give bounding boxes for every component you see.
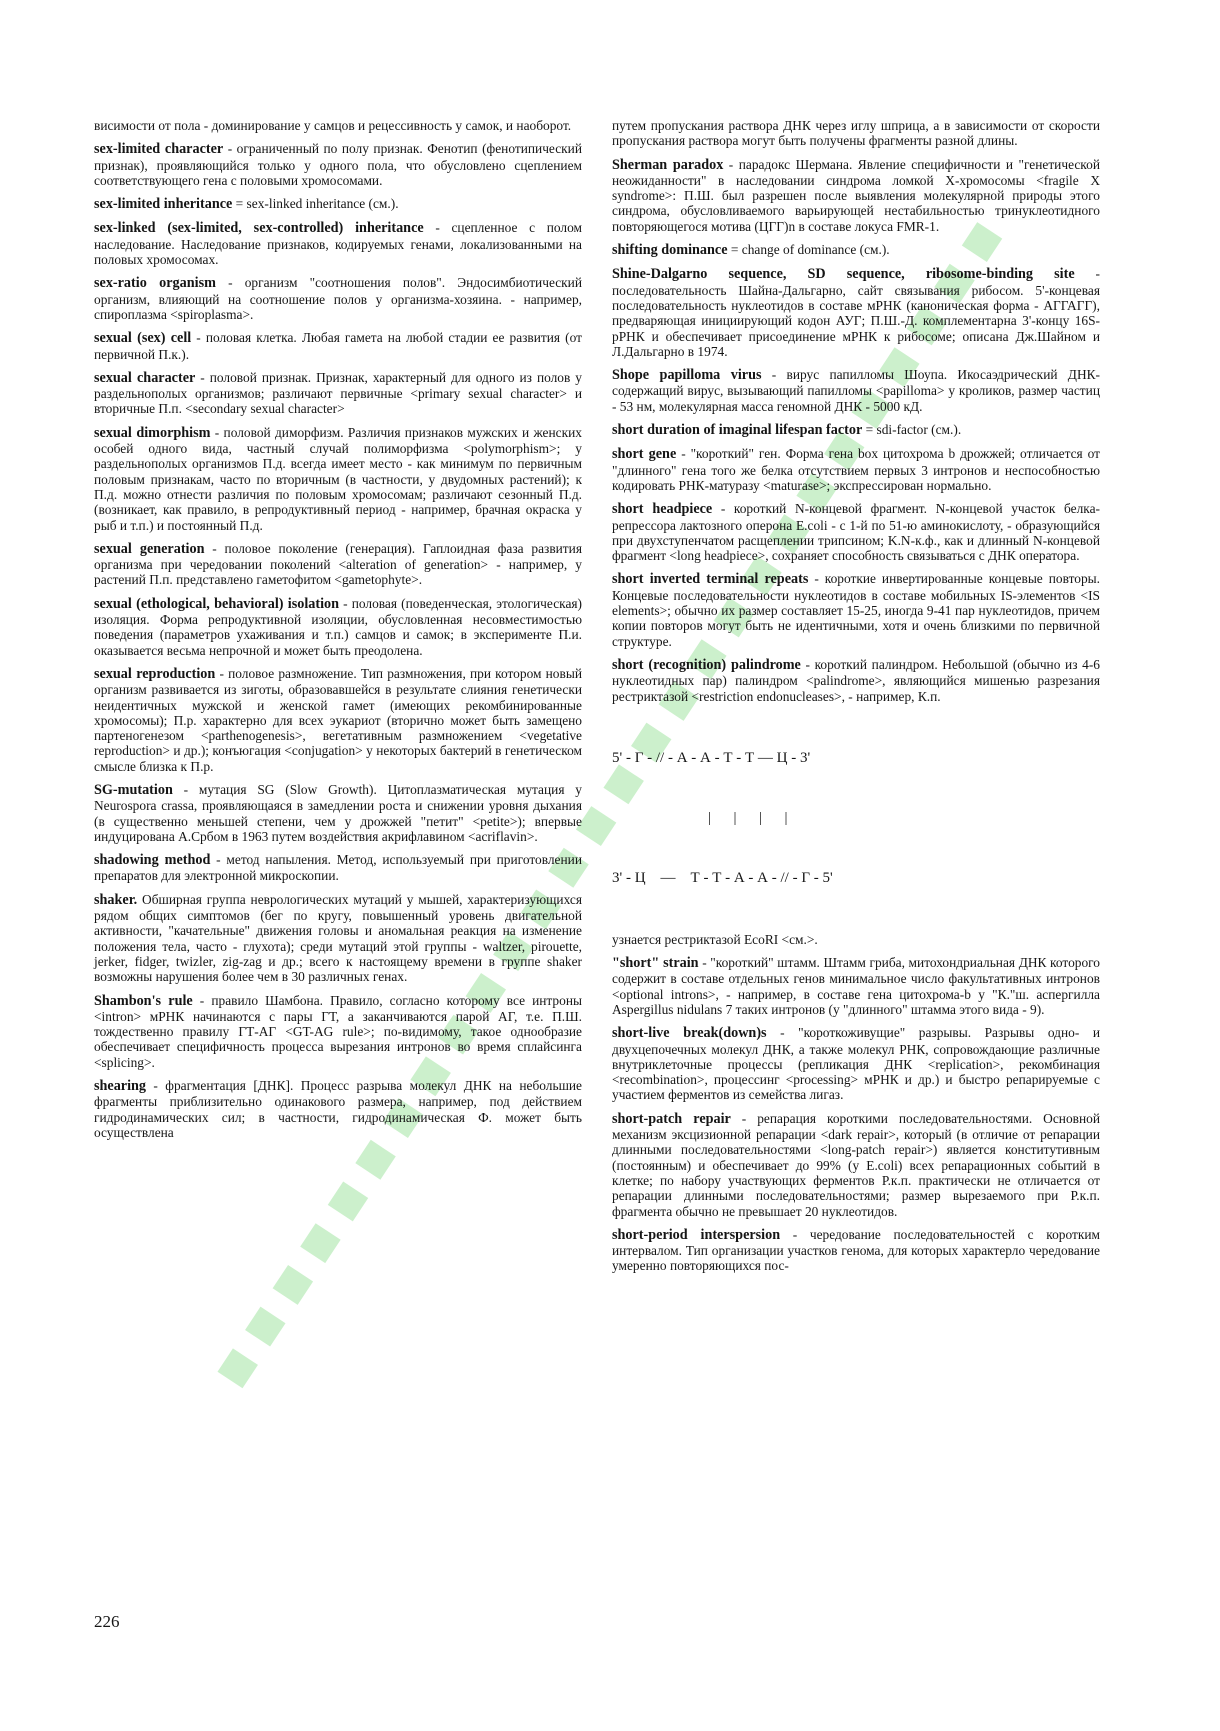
entry-definition: - "короткий" ген. Форма гена box цитохрома b дрожжей; отличается от "длинного" гена того же белка отсутствием первых 3 интронов и неспособностью кодировать РНК-матуразу <maturase>; экспрессирован нормально. (612, 446, 1100, 493)
entry-definition: - организм "соотношения полов". Эндосимбиотический организм, влияющий на соотношение полов у организма-хозяина. - например, спироплазма <spiroplasma>. (94, 275, 582, 322)
entry-short-strain (612, 955, 1100, 1017)
entry-definition: = change of dominance (см.). (727, 242, 890, 258)
right-column (612, 118, 1100, 1282)
entry-term: short inverted terminal repeats (612, 571, 809, 588)
entry-shope-papilloma-virus (612, 367, 1100, 414)
entry-sexual-character (94, 370, 582, 417)
entry-term: short-live break(down)s (612, 1025, 767, 1042)
entry-sexual-reproduction (94, 666, 582, 774)
entry-definition: - правило Шамбона. Правило, согласно которому все интроны <intron> мРНК начинаются с пары ГТ, а заканчиваются парой АГ, т.е. П.Ш. тождественно правилу ГТ-АГ <GT-AG rule>; по-видимому, такое однообразие обеспечивает специфичность процесса вырезания интронов во время сплайсинга <splicing>. (94, 992, 582, 1070)
entry-term: short-patch repair (612, 1110, 731, 1127)
entry-definition: - короткие инвертированные концевые повторы. Концевые последовательности нуклеотидов в составе мобильных IS-элементов <IS elements>; обычно их размер составляет 15-25, иногда 9-41 пар нуклеотидов, причем копии повторов могут быть не идентичными, хотя и очень близкими по первичной структуре. (612, 571, 1100, 649)
entry-term: sex-limited character (94, 141, 224, 158)
entry-definition: = sdi-factor (см.). (862, 422, 962, 438)
entry-definition: - метод напыления. Метод, используемый при приготовлении препаратов для электронной микроскопии. (94, 852, 582, 884)
entry-term: Shambon's rule (94, 992, 193, 1009)
entry-sexual-dimorphism (94, 425, 582, 533)
entry-term: short-period interspersion (612, 1226, 781, 1243)
formula-bottom-strand: 3' - Ц — Т - Т - А - А - // - Г - 5' (612, 869, 833, 886)
formula-caption (612, 932, 1100, 947)
entry-definition: - фрагментация [ДНК]. Процесс разрыва молекул ДНК на небольшие фрагменты приблизительно одинакового размера, например, под действием гидродинамических сил; в частности, гидродинамическая Ф. может быть осуществлена (94, 1078, 582, 1140)
entry-definition: - последовательность Шайна-Дальгарно, сайт связывания рибосом. 5'-концевая последовательность нуклеотидов в составе мРНК (каноническая форма - АГГАГГ), предваряющая инициирующий кодон АУГ; П.Ш.-Д. комплементарна 3'-концу 16S-рРНК и обеспечивает присоединение мРНК к рибосоме; описана Дж.Шайном и Л.Дальгарно в 1974. (612, 266, 1100, 359)
entry-term: sexual character (94, 369, 196, 386)
entry-term: sexual reproduction (94, 665, 216, 682)
entry-0 (94, 118, 582, 133)
entry-definition: - половая клетка. Любая гамета на любой стадии ее развития (от первичной П.к.). (94, 330, 582, 362)
entry-term: sex-ratio organism (94, 275, 216, 292)
entry-term: shaker. (94, 891, 138, 908)
entry-definition: - половой признак. Признак, характерный для одного из полов у раздельнополых организмов; различают первичные <primary sexual character> и вторичные П.п. <secondary sexual character> (94, 369, 582, 417)
entry-sexual-isolation (94, 596, 582, 658)
entry-sex-limited-inheritance (94, 196, 582, 212)
formula-caption-text: узнается рестриктазой EcoRI <см.>. (612, 931, 818, 947)
entry-term: Shine-Dalgarno sequence, SD sequence, ribosome-binding site (612, 266, 1075, 283)
formula-top-strand: 5' - Г - // - А - А - Т - Т — Ц - 3' (612, 749, 811, 766)
entry-term: short gene (612, 446, 677, 463)
entry-short-period-interspersion (612, 1227, 1100, 1274)
entry-definition: Обширная группа неврологических мутаций у мышей, характеризующихся рядом общих симптомов (бег по кругу, повышенный уровень двигательной активности, "качательные" движения головы и аномальная реакция на изменение положения тела, часто - глухота); среди мутаций этой группы - waltzer, pirouette, jerker, fidger, twizler, zig-zag и др.; всего к настоящему времени в группе shaker возможны нарушения более чем в 30 различных генах. (94, 891, 582, 985)
entry-sherman-paradox (612, 157, 1100, 234)
entry-definition: - "короткоживущие" разрывы. Разрывы одно- и двухцепочечных молекул ДНК, а также молекул РНК, сопровождающие различные внутриклеточные процессы (репликация ДНК <replication>, рекомбинация <recombination>, процессинг <processing> мРНК и др.) и быстро репарируемые с участием ферментов из семейства лигаз. (612, 1025, 1100, 1103)
entry-short-duration-factor (612, 422, 1100, 438)
entry-term: "short" strain (612, 955, 699, 972)
entry-definition: путем пропускания раствора ДНК через иглу шприца, а в зависимости от скорости пропускания раствора могут быть получены фрагменты разной длины. (612, 118, 1100, 149)
entry-definition: - короткий палиндром. Небольшой (обычно из 4-6 нуклеотидных пар) палиндром <palindrome>, являющийся мишенью разрезания рестриктазой <restriction endonucleases>, - например, К.п. (612, 656, 1100, 704)
entry-sg-mutation (94, 782, 582, 844)
palindrome-formula (612, 708, 1100, 928)
left-column (94, 118, 582, 1148)
entry-definition: - мутация SG (Slow Growth). Цитоплазматическая мутация у Neurospora crassa, проявляющаяся в замедлении роста и снижении уровня дыхания (в существенно меньшей степени, чем у дрожжей "петит" <petite>); впервые индуцирована А.Србом в 1963 путем воздействия акрифлавином <acriflavin>. (94, 781, 582, 844)
entry-shadowing-method (94, 852, 582, 884)
entry-short-live-breaks (612, 1025, 1100, 1102)
entry-shine-dalgarno (612, 266, 1100, 359)
entry-definition: - половой диморфизм. Различия признаков мужских и женских особей одного вида, частный случай полиморфизма <polymorphism>; у раздельнополых организмов П.д. всегда имеет место - как минимум по первичным половым признакам, часто по вторичным (в частности, у двудомных растений); к П.д. можно отнести различия по половым хромосомам; различают сезонный П.д. (возникает, как правило, в репродуктивный период - например, брачная окраска у рыб и т.п.) и постоянный П.д. (94, 424, 582, 533)
entry-definition: - половая (поведенческая, этологическая) изоляция. Форма репродуктивной изоляции, обусловленная несовместимостью поведения (параметров ухаживания и т.п.) самцов и самок; в эксперименте П.и. оказывается весьма непрочной и может быть преодолена. (94, 595, 583, 658)
entry-short-headpiece (612, 501, 1100, 563)
entry-definition: - ограниченный по полу признак. Фенотип (фенотипический признак), проявляющийся только у одного пола, что обусловлено сцеплением соответствующего гена с половыми хромосомами. (94, 141, 582, 188)
entry-definition: - сцепленное с полом наследование. Наследование признаков, кодируемых генами, локализованными на половых хромосомах. (94, 220, 582, 268)
entry-definition: - половое размножение. Тип размножения, при котором новый организм развивается из зиготы, образовавшейся в результате слияния генетически неидентичных мужской и женской гамет (имеющих рекомбинированные хромосомы); П.р. характерно для всех эукариот (вторично может быть замещено партеногенезом <parthenogenesis>, вегетативным размножением <vegetative reproduction> и др.); конъюгация <conjugation> у некоторых бактерий в генетическом смысле близка к П.р. (94, 665, 582, 774)
entry-term: shifting dominance (612, 242, 728, 259)
entry-term: sexual dimorphism (94, 424, 211, 441)
entry-shearing (94, 1078, 582, 1140)
entry-term: sex-limited inheritance (94, 196, 233, 213)
entry-short-gene (612, 446, 1100, 493)
entry-sex-limited-character (94, 141, 582, 188)
entry-sexual-cell (94, 330, 582, 362)
entry-definition: - вирус папилломы Шоупа. Икосаэдрический ДНК-содержащий вирус, вызывающий папилломы <papilloma> у кроликов, размер частиц - 53 нм, молекулярная масса геномной ДНК - 5000 кД. (612, 367, 1101, 414)
entry-short-palindrome (612, 657, 1100, 704)
entry-definition: - репарация короткими последовательностями. Основной механизм эксцизионной репарации <dark repair>, который (в отличие от репарации длинными последовательностями <long-patch repair>) является конститутивным (постоянным) и обеспечивает до 99% (у E.coli) всех репарационных событий в клетке; по набору участвующих ферментов Р.к.п. практически не отличается от репарации длинными последовательностями; размер вырезаемого при Р.к.п. фрагмента обычно не превышает 20 нуклеотидов. (612, 1110, 1100, 1219)
entry-term: SG-mutation (94, 781, 173, 798)
entry-shambons-rule (94, 993, 582, 1070)
entry-definition: - парадокс Шермана. Явление специфичности и "генетической неожиданности" в наследовании синдрома ломкой X-хромосомы <fragile X syndrome>: П.Ш. был разрешен после выявления молекулярной природы этого синдрома, обусловливаемого варьирующей нестабильностью тринуклеотидного повторяющегося мотива (ЦГГ)n в составе локуса FMR-1. (612, 156, 1100, 234)
formula-base-pair-bars: | | | | (708, 809, 788, 826)
entry-sex-ratio-organism (94, 275, 582, 322)
entry-term: Shope papilloma virus (612, 367, 762, 384)
entry-definition: - "короткий" штамм. Штамм гриба, митохондриальная ДНК которого содержит в составе отдельных генов минимальное число факультативных интронов <optional introns>, - например, в составе гена цитохрома-b у "К."ш. аспергилла Aspergillus nidulans 7 таких интронов (у "длинного" штамма этого вида - 9). (612, 955, 1101, 1017)
entry-term: short (recognition) palindrome (612, 656, 801, 673)
entry-sex-linked-inheritance (94, 220, 582, 267)
entry-term: sexual (sex) cell (94, 330, 192, 347)
entry-shifting-dominance (612, 242, 1100, 258)
entry-definition: - половое поколение (генерация). Гаплоидная фаза развития организма при чередовании поколений <alteration of generation> - например, у растений П.п. представлено гаметофитом <gametophyte>. (94, 540, 582, 588)
entry-shearing-continued (612, 118, 1100, 149)
entry-short-inverted-terminal-repeats (612, 571, 1100, 648)
entry-sexual-generation (94, 541, 582, 588)
entry-term: sex-linked (sex-limited, sex-controlled) inheritance (94, 220, 424, 237)
entry-short-patch-repair (612, 1111, 1100, 1219)
entry-definition: = sex-linked inheritance (см.). (232, 196, 399, 212)
entry-term: shearing (94, 1078, 147, 1095)
entry-term: short headpiece (612, 501, 713, 518)
entry-term: shadowing method (94, 852, 211, 869)
entry-term: short duration of imaginal lifespan factor (612, 422, 863, 439)
entry-definition: - короткий N-концевой фрагмент. N-концевой участок белка-репрессора лактозного оперона E.coli - с 1-й по 51-ю аминокислоту, - образующийся при двухступенчатом расщеплении трипсином; K.N-к.ф., как и длинный N-концевой фрагмент <long headpiece>, сохраняет способность связываться с ДНК оператора. (612, 501, 1100, 564)
entry-shaker (94, 892, 582, 985)
entry-term: Sherman paradox (612, 156, 724, 173)
entry-term: sexual generation (94, 540, 205, 557)
entry-definition: - чередование последовательностей с коротким интервалом. Тип организации участков генома, для которых характерло чередование умеренно повторяющихся пос- (612, 1226, 1100, 1274)
entry-term: sexual (ethological, behavioral) isolation (94, 595, 340, 612)
entry-definition: висимости от пола - доминирование у самцов и рецессивность у самок, и наоборот. (94, 118, 572, 133)
page-number: 226 (94, 1612, 120, 1631)
